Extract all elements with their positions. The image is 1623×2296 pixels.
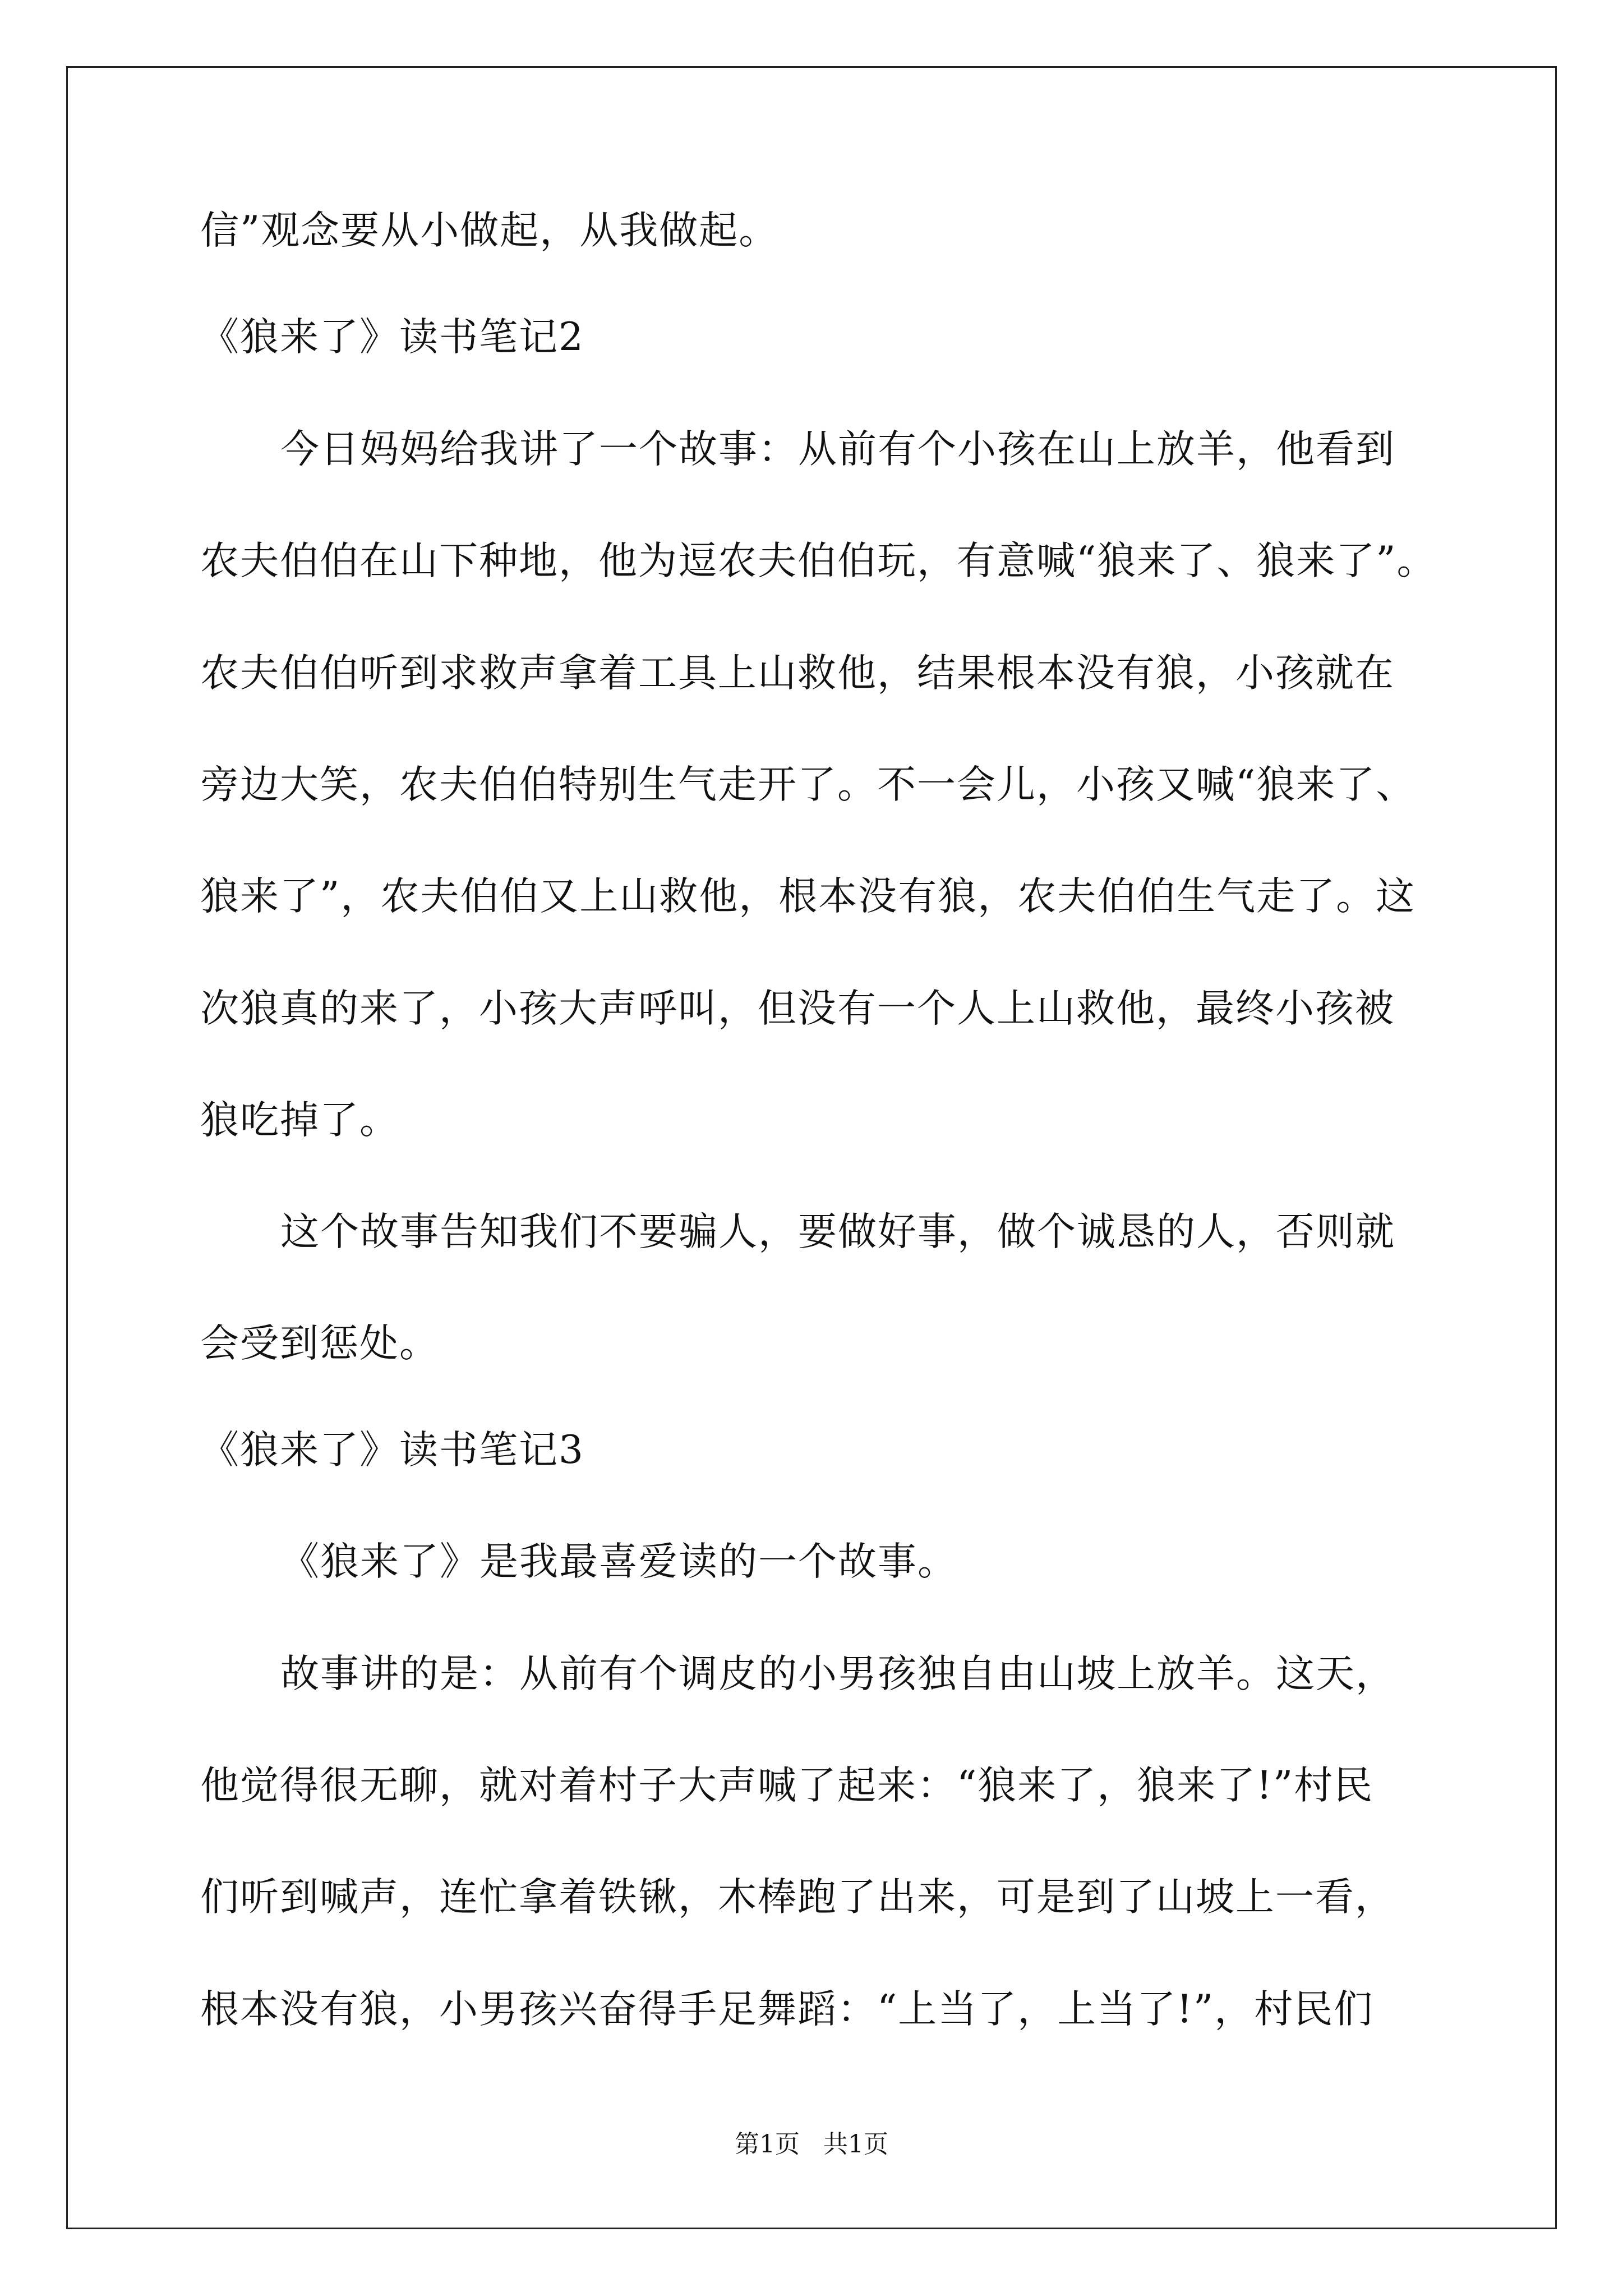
paragraph-start-line: 《狼来了》是我最喜爱读的一个故事。 — [280, 1539, 957, 1584]
paragraph-start-line: 今日妈妈给我讲了一个故事：从前有个小孩在山上放羊，他看到 — [280, 427, 1395, 472]
text-line: 旁边大笑，农夫伯伯特别生气走开了。不一会儿，小孩又喊“狼来了、 — [200, 762, 1416, 807]
text-line: 狼来了”，农夫伯伯又上山救他，根本没有狼，农夫伯伯生气走了。这 — [200, 874, 1416, 919]
text-line: 他觉得很无聊，就对着村子大声喊了起来：“狼来了，狼来了!”村民 — [200, 1763, 1374, 1808]
text-line: 们听到喊声，连忙拿着铁锹，木棒跑了出来，可是到了山坡上一看， — [200, 1875, 1395, 1920]
section-heading: 《狼来了》读书笔记2 — [200, 315, 584, 360]
paragraph-start-line: 这个故事告知我们不要骗人，要做好事，做个诚恳的人，否则就 — [280, 1209, 1395, 1254]
text-line: 农夫伯伯在山下种地，他为逗农夫伯伯玩，有意喊“狼来了、狼来了”。 — [200, 539, 1437, 583]
page-number-footer: 第1页 共1页 — [735, 2130, 888, 2159]
text-line: 农夫伯伯听到求救声拿着工具上山救他，结果根本没有狼，小孩就在 — [200, 651, 1395, 696]
text-line: 狼吃掉了。 — [200, 1098, 399, 1143]
text-line: 根本没有狼，小男孩兴奋得手足舞蹈：“上当了，上当了!”，村民们 — [200, 1987, 1374, 2032]
text-line: 会受到惩处。 — [200, 1321, 439, 1366]
paragraph-start-line: 故事讲的是：从前有个调皮的小男孩独自由山坡上放羊。这天， — [280, 1651, 1395, 1696]
section-heading: 《狼来了》读书笔记3 — [200, 1428, 584, 1473]
text-line: 信”观念要从小做起，从我做起。 — [200, 208, 779, 253]
text-line: 次狼真的来了，小孩大声呼叫，但没有一个人上山救他，最终小孩被 — [200, 986, 1395, 1031]
